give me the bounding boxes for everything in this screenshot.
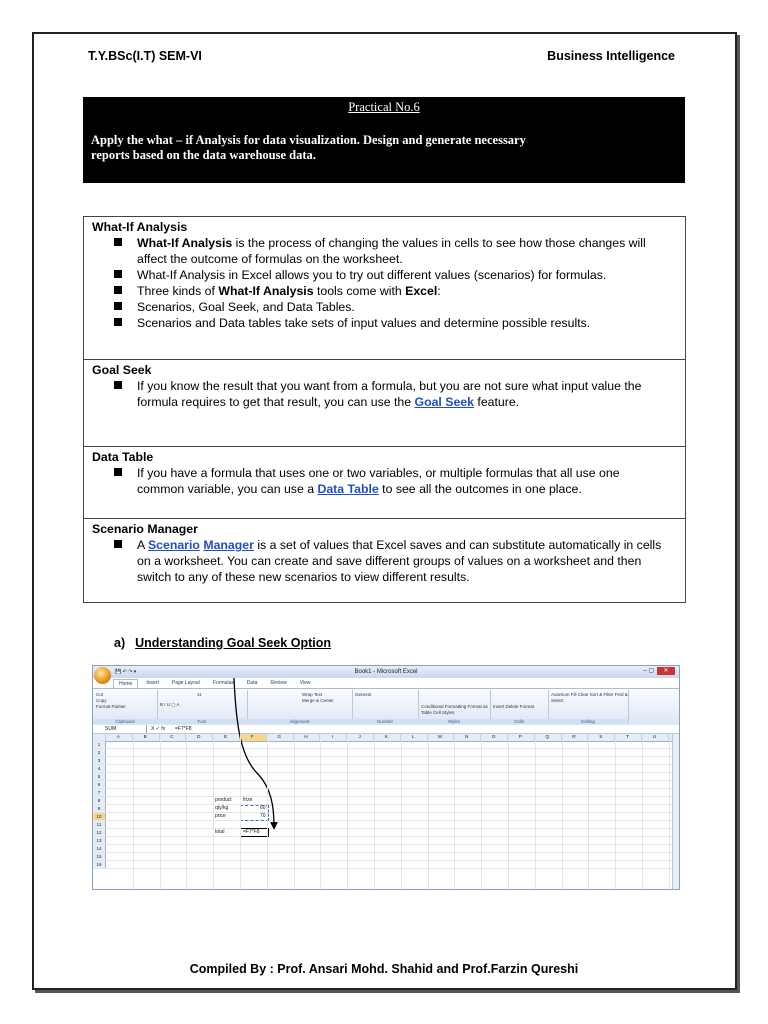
cell-e6[interactable]: product <box>215 797 232 803</box>
grid-line <box>454 734 455 889</box>
grid-line <box>347 734 348 889</box>
group-editing: AutoSum Fill Clear Sort & Filter Find & Select Editing <box>548 690 629 724</box>
row-header[interactable]: 15 <box>93 853 106 860</box>
row-header[interactable]: 13 <box>93 837 106 844</box>
tab-view[interactable]: View <box>299 680 311 686</box>
list-item: Scenarios and Data tables take sets of input values and determine possible results. <box>92 315 677 331</box>
editing-items[interactable]: AutoSum Fill Clear Sort & Filter Find & Select <box>551 692 628 703</box>
grid-line <box>481 734 482 889</box>
row-header[interactable]: 3 <box>93 757 106 764</box>
cell-f6[interactable]: frize <box>243 797 253 803</box>
list-item: Three kinds of What-If Analysis tools come with Excel: <box>92 283 677 299</box>
tab-formulas[interactable]: Formulas <box>212 680 234 686</box>
column-header[interactable]: J <box>346 734 374 741</box>
practical-number: Practical No.6 <box>348 100 420 114</box>
list-item: If you know the result that you want from a formula, but you are not sure what input value the formula requires to get that result, you can use the Goal Seek feature. <box>92 378 677 410</box>
column-header[interactable]: T <box>614 734 642 741</box>
alignment-items[interactable]: Wrap Text Merge & Center <box>302 692 334 703</box>
list-item: Scenarios, Goal Seek, and Data Tables. <box>92 299 677 315</box>
subheading-label: a) <box>114 636 126 650</box>
header-course: T.Y.BSc(I.T) SEM-VI <box>88 49 202 63</box>
row-header[interactable]: 2 <box>93 749 106 756</box>
column-header[interactable]: B <box>132 734 160 741</box>
vertical-scrollbar[interactable] <box>672 734 679 889</box>
fx-icon[interactable]: X ✓ fx <box>151 726 166 732</box>
aim-line-1: Apply the what – if Analysis for data visualization. Design and generate necessary <box>91 133 526 147</box>
column-header[interactable]: F <box>239 734 267 741</box>
section-goalseek <box>84 359 685 446</box>
header-subject: Business Intelligence <box>547 49 675 63</box>
bullet-icon <box>114 318 122 326</box>
column-header[interactable]: S <box>587 734 615 741</box>
tab-data[interactable]: Data <box>246 680 258 686</box>
section-title: What-If Analysis <box>92 220 188 234</box>
column-header[interactable]: G <box>266 734 294 741</box>
subheading-text: Understanding Goal Seek Option <box>135 636 331 650</box>
info-table <box>83 216 686 603</box>
row-header[interactable]: 12 <box>93 829 106 836</box>
row-header[interactable]: 11 <box>93 821 106 828</box>
excel-screenshot <box>92 665 680 890</box>
practical-banner <box>83 97 685 183</box>
minimize-icon[interactable]: – <box>643 668 647 674</box>
column-header[interactable]: E <box>212 734 240 741</box>
group-styles: Conditional Formatting Format as Table Cell Styles Styles <box>418 690 491 724</box>
grid-line <box>320 734 321 889</box>
bullet-icon <box>114 238 122 246</box>
grid-line <box>186 734 187 889</box>
cells-items[interactable]: Insert Delete Format <box>493 704 535 709</box>
list-item: What-If Analysis in Excel allows you to try out different values (scenarios) for formulas. <box>92 267 677 283</box>
cell-f7[interactable]: 60 <box>260 805 266 811</box>
subheading <box>114 636 331 650</box>
styles-items[interactable]: Conditional Formatting Format as Table Cell Styles <box>421 704 488 715</box>
bullet-icon <box>114 270 122 278</box>
tab-review[interactable]: Review <box>270 680 287 686</box>
grid-line <box>133 734 134 889</box>
column-header[interactable]: Q <box>534 734 562 741</box>
tab-page-layout[interactable]: Page Layout <box>171 680 200 686</box>
column-header[interactable]: C <box>159 734 187 741</box>
column-header[interactable]: N <box>453 734 481 741</box>
grid-line <box>267 734 268 889</box>
grid-line <box>428 734 429 889</box>
row-header[interactable]: 14 <box>93 845 106 852</box>
annotation-arrow-icon <box>93 666 680 890</box>
section-title: Data Table <box>92 450 154 464</box>
grid-line <box>588 734 589 889</box>
cell-e8[interactable]: price <box>215 813 226 819</box>
section-title: Scenario Manager <box>92 522 198 536</box>
section-datatable <box>84 446 685 518</box>
section-whatif <box>84 217 685 359</box>
column-header[interactable]: U <box>641 734 669 741</box>
column-header[interactable]: L <box>400 734 428 741</box>
group-alignment: Wrap Text Merge & Center Alignment <box>247 690 353 724</box>
cell-e7[interactable]: qty/kg <box>215 805 229 811</box>
bullet-icon <box>114 540 122 548</box>
column-header[interactable]: R <box>561 734 589 741</box>
grid-line <box>213 734 214 889</box>
grid-line <box>615 734 616 889</box>
grid-line <box>294 734 295 889</box>
row-header[interactable]: 10 <box>93 813 106 820</box>
tab-home[interactable]: Home <box>113 679 138 688</box>
close-icon[interactable]: ✕ <box>657 667 675 675</box>
excel-window-title: Book1 - Microsoft Excel <box>354 669 418 675</box>
font-size-select[interactable]: 11 <box>197 692 202 697</box>
column-header[interactable]: P <box>507 734 535 741</box>
clipboard-items[interactable]: Cut Copy Format Painter <box>96 692 126 709</box>
group-number: General Number <box>352 690 419 724</box>
list-item: If you have a formula that uses one or two variables, or multiple formulas that all use one common variable, you can use a Data Table to see all the outcomes in one place. <box>92 465 677 497</box>
number-format-select[interactable]: General <box>355 692 372 697</box>
font-format-buttons[interactable]: B I U ▢ A <box>160 702 180 707</box>
grid-line <box>374 734 375 889</box>
grid-line <box>240 734 241 889</box>
section-title: Goal Seek <box>92 363 152 377</box>
data-table-link[interactable]: Data Table <box>317 482 379 496</box>
column-header[interactable]: K <box>373 734 401 741</box>
tab-insert[interactable]: Insert <box>146 680 159 686</box>
grid-line <box>669 734 670 889</box>
section-scenario <box>84 518 685 602</box>
scenario-link[interactable]: Scenario <box>147 538 200 552</box>
bullet-icon <box>114 302 122 310</box>
grid-line <box>535 734 536 889</box>
formula-input[interactable]: =F7*F8 <box>175 726 192 732</box>
row-header[interactable]: 16 <box>93 861 106 868</box>
maximize-icon[interactable]: ▢ <box>648 668 654 674</box>
grid-line <box>508 734 509 889</box>
bullet-icon <box>114 381 122 389</box>
cell-e10[interactable]: total <box>215 829 225 835</box>
office-button-icon[interactable] <box>94 667 111 684</box>
quick-access-toolbar[interactable]: 💾 ↶ ↷ ▾ <box>115 669 137 675</box>
column-header[interactable]: H <box>293 734 321 741</box>
bullet-icon <box>114 468 122 476</box>
manager-link[interactable]: Manager <box>203 538 254 552</box>
group-cells: Insert Delete Format Cells <box>490 690 549 724</box>
cell-f10[interactable]: =F7*F8 <box>243 829 260 835</box>
group-clipboard: Cut Copy Format Painter Clipboard <box>93 690 158 724</box>
goal-seek-link[interactable]: Goal Seek <box>414 395 474 409</box>
column-header[interactable]: D <box>185 734 213 741</box>
footer-credits: Compiled By : Prof. Ansari Mohd. Shahid and Prof.Farzin Qureshi <box>189 962 579 976</box>
list-item: What-If Analysis is the process of changing the values in cells to see how those changes will affect the outcome of formulas on the worksheet. <box>92 235 677 267</box>
grid-line <box>562 734 563 889</box>
row-header[interactable]: 8 <box>93 797 106 804</box>
row-header[interactable]: 7 <box>93 789 106 796</box>
cell-f8[interactable]: 70 <box>260 813 266 819</box>
row-header[interactable]: 4 <box>93 765 106 772</box>
grid-line <box>160 734 161 889</box>
column-header[interactable]: I <box>319 734 347 741</box>
row-header[interactable]: 5 <box>93 773 106 780</box>
column-header[interactable]: M <box>427 734 455 741</box>
grid-line <box>642 734 643 889</box>
row-header[interactable]: 9 <box>93 805 106 812</box>
aim-line-2: reports based on the data warehouse data. <box>91 148 316 162</box>
name-box[interactable]: SUM <box>95 725 147 733</box>
row-header[interactable]: 6 <box>93 781 106 788</box>
grid-line <box>401 734 402 889</box>
list-item: A Scenario Manager is a set of values that Excel saves and can substitute automatically in cells on a worksheet. You can create and save different groups of values on a worksheet and then switch to any of these new scenarios to view different results. <box>92 537 677 585</box>
practical-aim <box>91 133 611 163</box>
group-font: 11 B I U ▢ A Font <box>157 690 248 724</box>
bullet-icon <box>114 286 122 294</box>
column-header[interactable]: A <box>105 734 133 741</box>
column-header[interactable]: O <box>480 734 508 741</box>
row-header[interactable]: 1 <box>93 741 106 748</box>
